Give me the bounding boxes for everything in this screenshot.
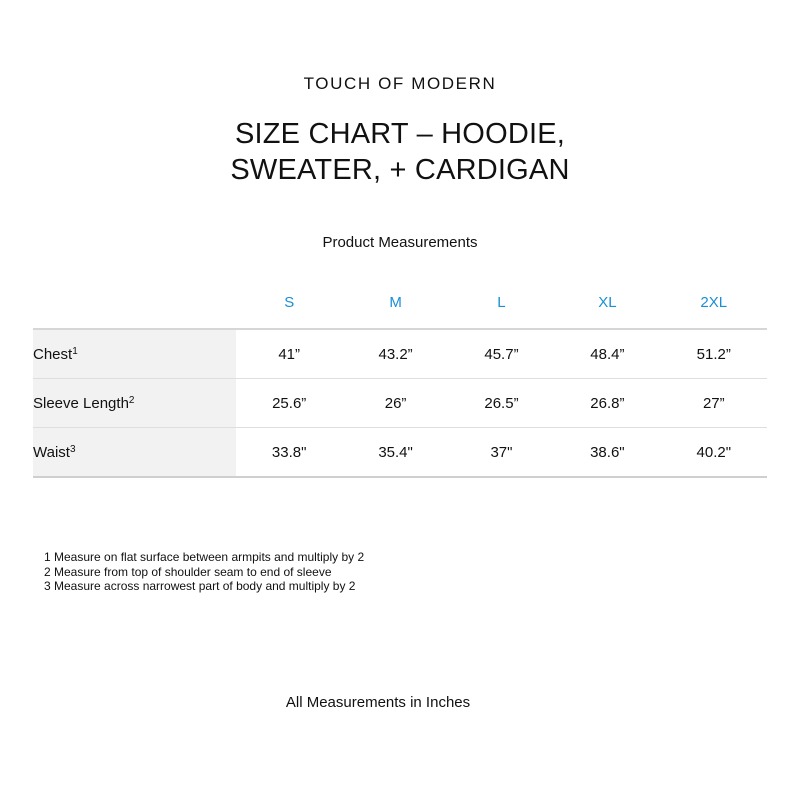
title-line-2: SWEATER, + CARDIGAN xyxy=(230,154,570,186)
units-note: All Measurements in Inches xyxy=(285,694,471,711)
size-header: M xyxy=(342,276,448,329)
row-label xyxy=(33,379,236,428)
size-table xyxy=(33,276,767,478)
measurement-cell: 35.4" xyxy=(342,428,448,478)
size-header-row xyxy=(33,276,767,329)
footnote: 2 Measure from top of shoulder seam to end of sleeve xyxy=(44,564,332,579)
measurement-cell: 38.6" xyxy=(554,428,660,478)
size-header: 2XL xyxy=(661,276,767,329)
measurement-cell: 41” xyxy=(236,329,342,379)
footnote: 1 Measure on flat surface between armpits and multiply by 2 xyxy=(44,550,365,564)
row-label-text: Waist xyxy=(33,443,70,461)
row-label xyxy=(33,428,236,478)
footnote-marker: 2 xyxy=(128,394,135,406)
measurement-cell: 25.6” xyxy=(236,379,342,428)
table-subtitle: Product Measurements xyxy=(322,234,478,251)
measurement-cell: 27” xyxy=(661,379,767,428)
page-title xyxy=(0,116,800,188)
footnotes xyxy=(44,550,364,594)
measurement-cell: 33.8" xyxy=(236,428,342,478)
header-corner xyxy=(33,276,236,329)
table-row xyxy=(33,428,767,478)
measurement-cell: 48.4” xyxy=(554,329,660,379)
size-header: XL xyxy=(554,276,660,329)
table-row xyxy=(33,329,767,379)
row-label-text: Chest xyxy=(33,345,73,363)
table-row xyxy=(33,379,767,428)
measurement-cell: 40.2" xyxy=(661,428,767,478)
measurement-cell: 45.7” xyxy=(449,329,554,379)
footnote: 3 Measure across narrowest part of body and multiply by 2 xyxy=(44,579,356,593)
brand-logo: TOUCH OF MODERN xyxy=(303,74,497,93)
footnote-marker: 3 xyxy=(69,443,76,455)
measurement-cell: 51.2” xyxy=(661,329,767,379)
title-line-1: SIZE CHART – HOODIE, xyxy=(234,118,566,150)
row-label-text: Sleeve Length xyxy=(33,394,129,412)
measurement-cell: 26.8” xyxy=(554,379,660,428)
size-header: S xyxy=(236,276,342,329)
measurement-cell: 26” xyxy=(342,379,448,428)
footnote-marker: 1 xyxy=(72,345,78,357)
row-label xyxy=(33,329,236,379)
size-header: L xyxy=(449,276,554,329)
measurement-cell: 26.5” xyxy=(449,379,554,428)
measurement-cell: 43.2” xyxy=(342,329,448,379)
measurement-cell: 37" xyxy=(449,428,554,478)
